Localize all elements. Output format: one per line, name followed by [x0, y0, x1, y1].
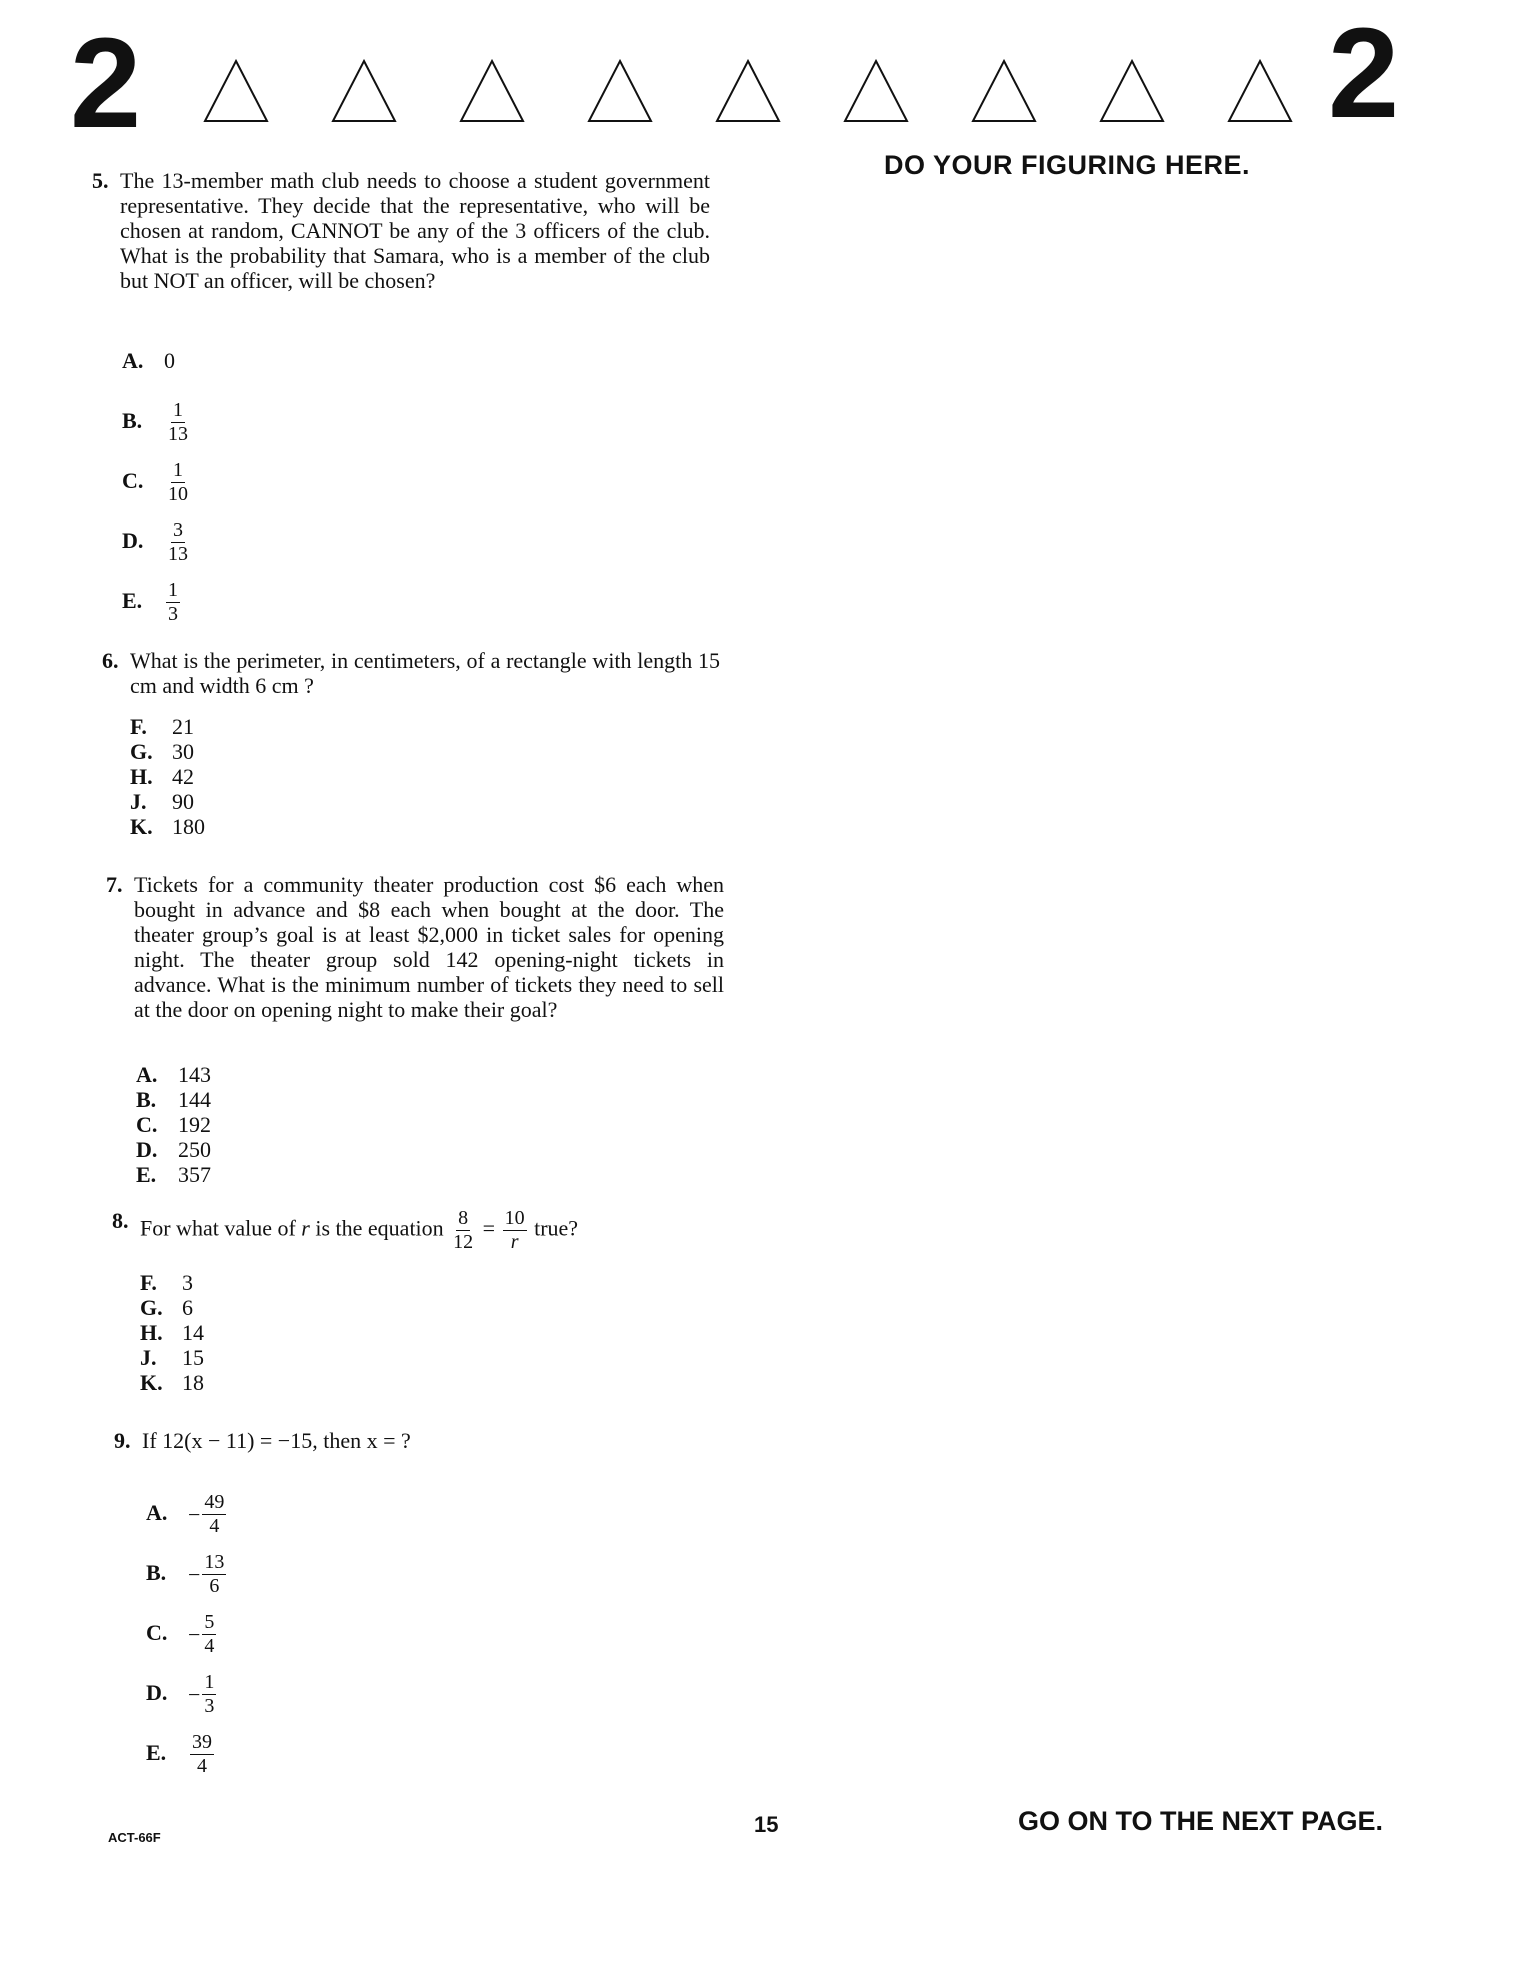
- minus-sign: −: [188, 1502, 201, 1527]
- question-5: [92, 168, 710, 293]
- figuring-area-label: DO YOUR FIGURING HERE.: [884, 150, 1251, 180]
- question-stem: If 12(x − 11) = −15, then x = ?: [142, 1428, 411, 1453]
- question-stem: What is the perimeter, in centimeters, of a rectangle with length 15 cm and width 6 cm ?: [130, 648, 720, 698]
- page-number: 15: [754, 1812, 779, 1837]
- choice-letter: D.: [136, 1137, 158, 1162]
- choice-b[interactable]: [136, 1087, 211, 1112]
- equals-sign: =: [477, 1215, 501, 1241]
- denominator: r: [510, 1231, 519, 1253]
- triangle-icon: [458, 58, 526, 124]
- choice-value: 42: [172, 764, 194, 789]
- fraction: [166, 460, 190, 505]
- triangle-icon: [714, 58, 782, 124]
- fraction: [202, 1492, 226, 1537]
- choice-letter: C.: [146, 1619, 168, 1645]
- fraction: [202, 1672, 216, 1717]
- denominator: 10: [168, 483, 188, 505]
- choice-h[interactable]: [130, 764, 194, 789]
- choice-e[interactable]: [146, 1732, 216, 1777]
- choice-value: 14: [182, 1320, 204, 1345]
- question-stem: [140, 1208, 760, 1253]
- fraction-right: [503, 1208, 527, 1253]
- question-number: 9.: [114, 1428, 131, 1453]
- triangle-icon: [1226, 58, 1294, 124]
- triangle-icon: [586, 58, 654, 124]
- question-number: 5.: [92, 168, 109, 193]
- choice-f[interactable]: [140, 1270, 193, 1295]
- choice-c[interactable]: [136, 1112, 211, 1137]
- question-7: [106, 872, 724, 1022]
- numerator: 8: [458, 1207, 469, 1229]
- denominator: 4: [209, 1515, 220, 1537]
- triangle-icon: [202, 58, 270, 124]
- denominator: 3: [204, 1695, 215, 1717]
- denominator: 3: [168, 603, 178, 625]
- choice-value: 6: [182, 1295, 193, 1320]
- numerator: 10: [504, 1207, 525, 1229]
- choice-d[interactable]: [136, 1137, 211, 1162]
- section-number-right: 2: [1328, 2, 1400, 145]
- question-9: [114, 1428, 762, 1453]
- numerator: 1: [204, 1671, 215, 1693]
- choice-letter: H.: [130, 764, 153, 789]
- choice-value: 15: [182, 1345, 204, 1370]
- minus-sign: −: [188, 1622, 201, 1647]
- choice-letter: J.: [130, 789, 147, 814]
- triangle-icon: [970, 58, 1038, 124]
- choice-letter: D.: [146, 1679, 168, 1705]
- choice-letter: D.: [122, 527, 144, 553]
- choice-value: 180: [172, 814, 205, 839]
- choice-letter: H.: [140, 1320, 163, 1345]
- numerator: 3: [173, 519, 183, 541]
- choice-letter: J.: [140, 1345, 157, 1370]
- choice-letter: E.: [122, 587, 143, 613]
- choice-letter: B.: [146, 1559, 167, 1585]
- numerator: 1: [168, 579, 178, 601]
- triangle-icon: [330, 58, 398, 124]
- choice-d[interactable]: [122, 520, 192, 565]
- section-number-left: 2: [70, 12, 142, 155]
- go-on-label: GO ON TO THE NEXT PAGE.: [1018, 1806, 1384, 1836]
- choice-a[interactable]: [146, 1492, 228, 1537]
- stem-text: is the equation: [309, 1215, 450, 1241]
- choice-h[interactable]: [140, 1320, 204, 1345]
- numerator: 49: [204, 1491, 225, 1513]
- choice-letter: K.: [130, 814, 153, 839]
- stem-text: For what value of: [140, 1215, 302, 1241]
- minus-sign: −: [188, 1682, 201, 1707]
- choice-value: 90: [172, 789, 194, 814]
- fraction: [202, 1552, 226, 1597]
- fraction: [202, 1612, 216, 1657]
- choice-g[interactable]: [130, 739, 194, 764]
- choice-g[interactable]: [140, 1295, 193, 1320]
- numerator: 1: [173, 459, 183, 481]
- triangle-icon: [1098, 58, 1166, 124]
- choice-b[interactable]: [146, 1552, 228, 1597]
- choice-d[interactable]: [146, 1672, 218, 1717]
- question-8: [112, 1207, 760, 1253]
- numerator: 5: [204, 1611, 215, 1633]
- question-6: [102, 648, 720, 698]
- choice-f[interactable]: [130, 714, 194, 739]
- question-number: 6.: [102, 648, 119, 673]
- choice-letter: G.: [130, 739, 153, 764]
- choice-letter: C.: [136, 1112, 158, 1137]
- choice-letter: E.: [146, 1739, 167, 1765]
- choice-value: 143: [178, 1062, 211, 1087]
- choice-value: 192: [178, 1112, 211, 1137]
- choice-letter: C.: [122, 467, 144, 493]
- choice-value: 21: [172, 714, 194, 739]
- choice-e[interactable]: [122, 580, 182, 625]
- choice-value: 250: [178, 1137, 211, 1162]
- choice-c[interactable]: [122, 460, 192, 505]
- choice-value: 357: [178, 1162, 211, 1187]
- choice-letter: B.: [122, 407, 143, 433]
- fraction: [166, 580, 180, 625]
- denominator: 6: [209, 1575, 220, 1597]
- triangle-icon: [842, 58, 910, 124]
- section-header: [60, 2, 1400, 155]
- choice-value: 0: [164, 348, 175, 373]
- choice-e[interactable]: [136, 1162, 211, 1187]
- fraction: [190, 1732, 214, 1777]
- choice-k[interactable]: [140, 1370, 204, 1395]
- fraction-left: [451, 1208, 475, 1253]
- question-number: 8.: [112, 1208, 129, 1233]
- choice-letter: E.: [136, 1162, 157, 1187]
- choice-j[interactable]: [140, 1345, 204, 1370]
- minus-sign: −: [188, 1562, 201, 1587]
- choice-k[interactable]: [130, 814, 205, 839]
- choice-letter: A.: [136, 1062, 158, 1087]
- question-number: 7.: [106, 872, 123, 897]
- form-code: ACT-66F: [108, 1830, 161, 1845]
- question-stem: Tickets for a community theater production cost $6 each when bought in advance and $8 each when bought at the door. The theater group’s goal is at least $2,000 in ticket sales for opening night. The theater group sold 142 opening-night tickets in advance. What is the minimum number of tickets they need to sell at the door on opening night to make their goal?: [134, 872, 724, 1022]
- choice-value: 30: [172, 739, 194, 764]
- choice-letter: F.: [140, 1270, 157, 1295]
- denominator: 4: [204, 1635, 215, 1657]
- numerator: 39: [192, 1731, 212, 1753]
- numerator: 1: [173, 399, 183, 421]
- choice-a[interactable]: [136, 1062, 211, 1087]
- choice-j[interactable]: [130, 789, 194, 814]
- stem-text: true?: [528, 1215, 579, 1241]
- choice-b[interactable]: [122, 400, 192, 445]
- choice-c[interactable]: [146, 1612, 218, 1657]
- denominator: 13: [168, 423, 188, 445]
- choice-value: 18: [182, 1370, 204, 1395]
- choice-value: 144: [178, 1087, 211, 1112]
- fraction: [166, 400, 190, 445]
- choice-letter: G.: [140, 1295, 163, 1320]
- choice-letter: A.: [146, 1499, 168, 1525]
- choice-letter: A.: [122, 348, 144, 373]
- numerator: 13: [204, 1551, 225, 1573]
- choice-letter: F.: [130, 714, 147, 739]
- choice-a[interactable]: [122, 348, 175, 373]
- denominator: 13: [168, 543, 188, 565]
- choice-value: 3: [182, 1270, 193, 1295]
- denominator: 12: [453, 1231, 474, 1253]
- variable: r: [301, 1215, 310, 1241]
- denominator: 4: [197, 1755, 207, 1777]
- choice-letter: B.: [136, 1087, 157, 1112]
- choice-letter: K.: [140, 1370, 163, 1395]
- fraction: [166, 520, 190, 565]
- question-stem: The 13-member math club needs to choose a student government representative. They decide that the representative, who will be chosen at random, CANNOT be any of the 3 officers of the club. What is the probability that Samara, who is a member of the club but NOT an officer, will be chosen?: [120, 168, 710, 293]
